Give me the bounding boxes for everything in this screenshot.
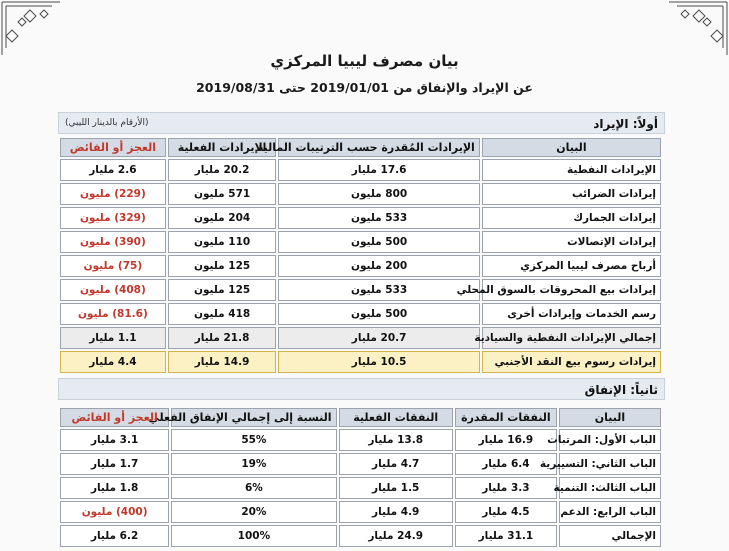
actual-cell: 24.9 مليار xyxy=(339,525,453,547)
estimated-cell: 20.7 مليار xyxy=(278,327,479,349)
estimated-cell: 3.3 مليار xyxy=(455,477,557,499)
table-row xyxy=(60,501,661,523)
revenue-header-row xyxy=(60,138,661,157)
share-value: 19% xyxy=(241,458,267,470)
revenue-section-bar xyxy=(58,112,665,134)
col-header-share: النسبة إلى إجمالي الإنفاق الفعلي xyxy=(171,408,336,427)
estimated-cell: 17.6 مليار xyxy=(278,159,479,181)
actual-cell: 4.9 مليار xyxy=(339,501,453,523)
actual-cell: 418 مليون xyxy=(168,303,277,325)
col-header-statement: البيان xyxy=(482,138,661,157)
diff-cell: 6.2 مليار xyxy=(60,525,169,547)
estimated-cell: 31.1 مليار xyxy=(455,525,557,547)
estimated-cell: 16.9 مليار xyxy=(455,429,557,451)
share-cell xyxy=(171,453,336,475)
row-label: إيرادات رسوم بيع النقد الأجنبي xyxy=(482,351,661,373)
table-row xyxy=(60,255,661,277)
actual-cell: 1.5 مليار xyxy=(339,477,453,499)
estimated-cell: 500 مليون xyxy=(278,303,479,325)
row-label: أرباح مصرف ليبيا المركزي xyxy=(482,255,661,277)
estimated-cell: 10.5 مليار xyxy=(278,351,479,373)
row-label: إيرادات الجمارك xyxy=(482,207,661,229)
estimated-cell: 4.5 مليار xyxy=(455,501,557,523)
actual-cell: 21.8 مليار xyxy=(168,327,277,349)
diff-cell: 1.7 مليار xyxy=(60,453,169,475)
diff-cell: (81.6) مليون xyxy=(60,303,166,325)
revenue-total-row xyxy=(60,327,661,349)
row-label: إجمالي الإيرادات النفطية والسيادية xyxy=(482,327,661,349)
actual-cell: 4.7 مليار xyxy=(339,453,453,475)
expenditure-header-row xyxy=(60,408,661,427)
share-cell xyxy=(171,429,336,451)
document-subtitle: عن الإيراد والإنفاق من 2019/01/01 حتى 2019/08/31 xyxy=(196,80,533,95)
row-label: الباب الثالث: التنمية xyxy=(559,477,661,499)
share-value: 55% xyxy=(241,434,267,446)
table-row xyxy=(60,207,661,229)
row-label: الباب الرابع: الدعم xyxy=(559,501,661,523)
corner-ornament-right xyxy=(659,0,729,60)
share-cell xyxy=(171,525,336,547)
corner-ornament-left xyxy=(0,0,70,60)
row-label: الإيرادات النفطية xyxy=(482,159,661,181)
table-row xyxy=(60,183,661,205)
table-row xyxy=(60,429,661,451)
expenditure-table xyxy=(58,406,663,549)
expenditure-total-row xyxy=(60,525,661,547)
table-row xyxy=(60,159,661,181)
share-cell xyxy=(171,477,336,499)
row-label: إيرادات الضرائب xyxy=(482,183,661,205)
actual-cell: 125 مليون xyxy=(168,279,277,301)
table-row xyxy=(60,477,661,499)
expenditure-section-title: ثانياً: الإنفاق xyxy=(584,383,658,397)
col-header-actual-spending: النفقات الفعلية xyxy=(339,408,453,427)
col-header-estimated-spending: النفقات المقدرة xyxy=(455,408,557,427)
currency-note: (الأرقام بالدينار الليبي) xyxy=(65,118,149,128)
diff-cell: (329) مليون xyxy=(60,207,166,229)
col-header-deficit-surplus: العجز أو الفائض xyxy=(60,138,166,157)
estimated-cell: 800 مليون xyxy=(278,183,479,205)
table-row xyxy=(60,231,661,253)
col-header-estimated-revenue: الإيرادات المُقدرة حسب الترتيبات المالية xyxy=(278,138,479,157)
actual-cell: 110 مليون xyxy=(168,231,277,253)
actual-cell: 20.2 مليار xyxy=(168,159,277,181)
diff-cell: (390) مليون xyxy=(60,231,166,253)
share-cell xyxy=(171,501,336,523)
actual-cell: 125 مليون xyxy=(168,255,277,277)
diff-cell: (229) مليون xyxy=(60,183,166,205)
actual-cell: 571 مليون xyxy=(168,183,277,205)
diff-cell: (400) مليون xyxy=(60,501,169,523)
diff-cell: (75) مليون xyxy=(60,255,166,277)
row-label: الباب الثاني: التسييرية xyxy=(559,453,661,475)
col-header-actual-revenue: الإيرادات الفعلية xyxy=(168,138,277,157)
diff-cell: 1.8 مليار xyxy=(60,477,169,499)
estimated-cell: 200 مليون xyxy=(278,255,479,277)
actual-cell: 14.9 مليار xyxy=(168,351,277,373)
diff-cell: 1.1 مليار xyxy=(60,327,166,349)
row-label: الباب الأول: المرتبات xyxy=(559,429,661,451)
row-label: الإجمالي xyxy=(559,525,661,547)
estimated-cell: 533 مليون xyxy=(278,207,479,229)
row-label: إيرادات بيع المحروقات بالسوق المحلي xyxy=(482,279,661,301)
row-label: إيرادات الإتصالات xyxy=(482,231,661,253)
table-row xyxy=(60,279,661,301)
table-row xyxy=(60,453,661,475)
expenditure-section-bar xyxy=(58,378,665,400)
share-value: 100% xyxy=(237,530,271,542)
col-header-deficit-surplus: العجز أو الفائض xyxy=(60,408,169,427)
table-row xyxy=(60,303,661,325)
estimated-cell: 500 مليون xyxy=(278,231,479,253)
diff-cell: 2.6 مليار xyxy=(60,159,166,181)
document-title: بيان مصرف ليبيا المركزي xyxy=(270,52,459,70)
share-value: 20% xyxy=(241,506,267,518)
actual-cell: 13.8 مليار xyxy=(339,429,453,451)
diff-cell: (408) مليون xyxy=(60,279,166,301)
fx-fees-row xyxy=(60,351,661,373)
row-label: رسم الخدمات وإيرادات أخرى xyxy=(482,303,661,325)
share-value: 6% xyxy=(244,482,263,494)
revenue-section-title: أولاً: الإيراد xyxy=(593,117,658,131)
revenue-table xyxy=(58,136,663,375)
col-header-statement: البيان xyxy=(559,408,661,427)
estimated-cell: 533 مليون xyxy=(278,279,479,301)
actual-cell: 204 مليون xyxy=(168,207,277,229)
diff-cell: 4.4 مليار xyxy=(60,351,166,373)
estimated-cell: 6.4 مليار xyxy=(455,453,557,475)
diff-cell: 3.1 مليار xyxy=(60,429,169,451)
